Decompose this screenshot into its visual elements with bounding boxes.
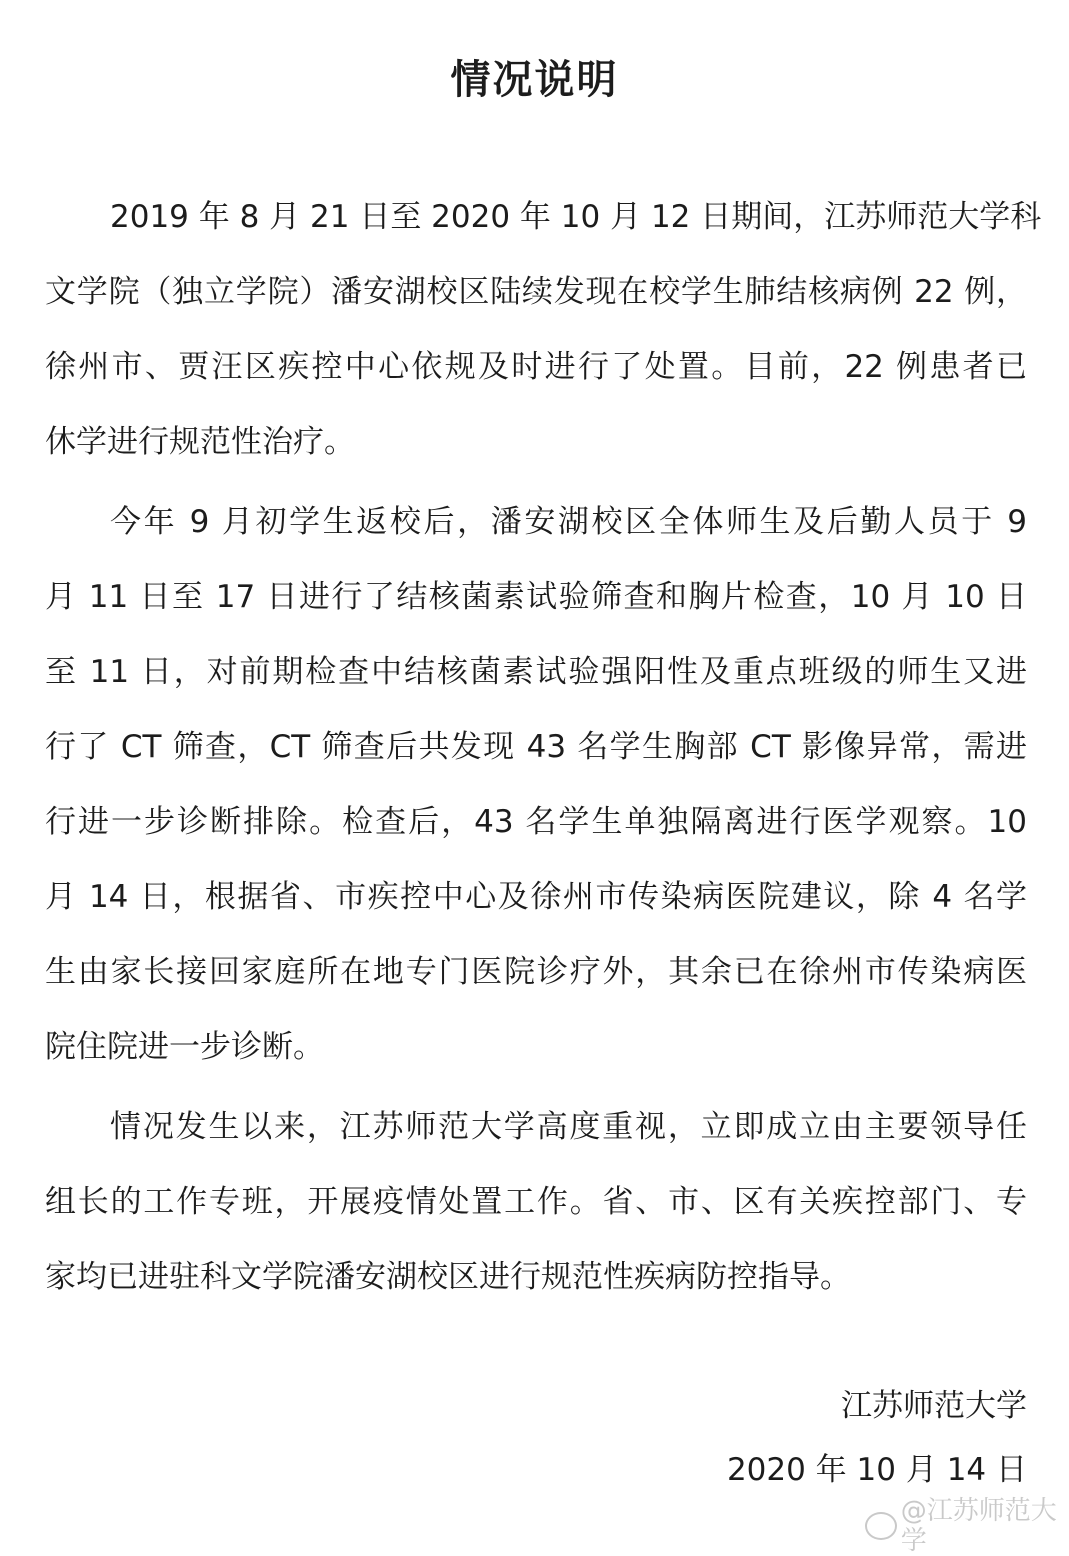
text-line: 情况发生以来，江苏师范大学高度重视，立即成立由主要领导任 [110, 1109, 1027, 1145]
date: 2020 年 10 月 14 日 [726, 1452, 1027, 1488]
text-line: 月 11 日至 17 日进行了结核菌素试验筛查和胸片检查，10 月 10 日 [45, 579, 1027, 615]
text-line: 组长的工作专班，开展疫情处置工作。省、市、区有关疾控部门、专 [45, 1184, 1027, 1220]
signature: 江苏师范大学 [841, 1388, 1027, 1424]
weibo-icon [865, 1512, 897, 1540]
document-title: 情况说明 [450, 57, 619, 103]
watermark-text: @江苏师范大学 [900, 1496, 1057, 1556]
text-line: 至 11 日，对前期检查中结核菌素试验强阳性及重点班级的师生又进 [45, 654, 1027, 690]
text-line: 月 14 日，根据省、市疾控中心及徐州市传染病医院建议，除 4 名学 [45, 879, 1027, 915]
text-line: 2019 年 8 月 21 日至 2020 年 10 月 12 日期间，江苏师范大学科 [110, 199, 1042, 235]
text-line: 行了 CT 筛查，CT 筛查后共发现 43 名学生胸部 CT 影像异常，需进 [45, 729, 1027, 765]
text-line: 文学院（独立学院）潘安湖校区陆续发现在校学生肺结核病例 22 例， [45, 274, 1027, 310]
text-line: 今年 9 月初学生返校后，潘安湖校区全体师生及后勤人员于 9 [110, 504, 1027, 540]
text-line: 行进一步诊断排除。检查后，43 名学生单独隔离进行医学观察。10 [45, 804, 1027, 840]
text-line: 休学进行规范性治疗。 [45, 424, 355, 460]
paragraph-1 [45, 180, 1042, 480]
text-line: 院住院进一步诊断。 [45, 1029, 324, 1065]
paragraph-3 [45, 1090, 1027, 1315]
text-line: 徐州市、贾汪区疾控中心依规及时进行了处置。目前，22 例患者已 [45, 349, 1027, 385]
text-line: 生由家长接回家庭所在地专门医院诊疗外，其余已在徐州市传染病医 [45, 954, 1027, 990]
paragraph-2 [45, 485, 1027, 1085]
text-line: 家均已进驻科文学院潘安湖校区进行规范性疾病防控指导。 [45, 1259, 851, 1295]
weibo-watermark [865, 1496, 1069, 1556]
